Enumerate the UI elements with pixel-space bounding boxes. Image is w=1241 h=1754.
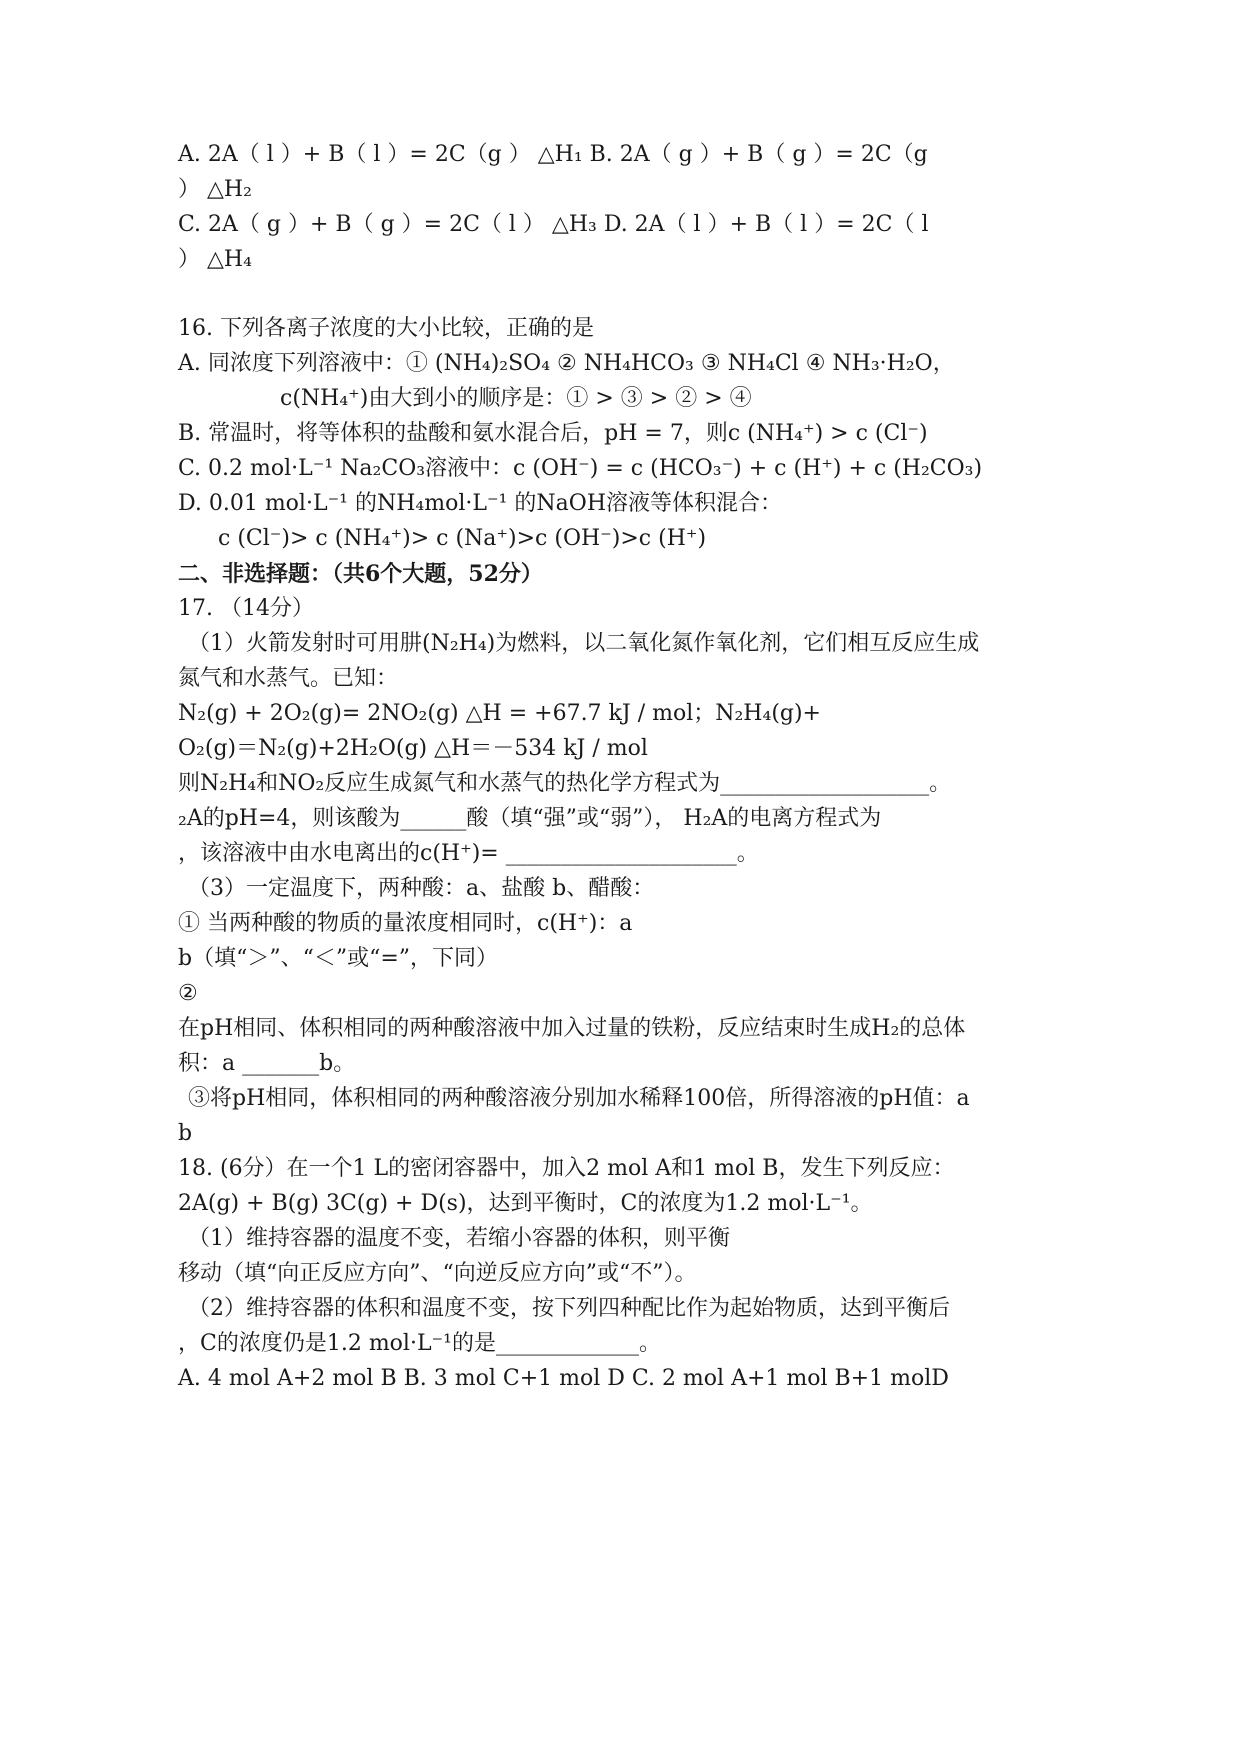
- question-16-option-a: A. 同浓度下列溶液中：① (NH₄)₂SO₄ ② NH₄HCO₃ ③ NH₄Cl ④ NH₃·H₂O，: [178, 351, 955, 376]
- equation-line-2: O₂(g)＝N₂(g)+2H₂O(g) △H＝－534 kJ / mol: [178, 736, 648, 761]
- question-17-part-3-item-1-cont: b（填“＞”、“＜”或“=”，下同）: [178, 946, 498, 971]
- question-17-part-2: ₂A的pH=4，则该酸为______酸（填“强”或“弱”）， H₂A的电离方程式为: [178, 806, 882, 831]
- question-16-option-d: D. 0.01 mol·L⁻¹ 的NH₄mol·L⁻¹ 的NaOH溶液等体积混合：: [178, 491, 783, 516]
- question-17-part-3-item-2: 在pH相同、体积相同的两种酸溶液中加入过量的铁粉，反应结束时生成H₂的总体: [178, 1016, 966, 1041]
- question-18-part-1-cont: 移动（填“向正反应方向”、“向逆反应方向”或“不”）。: [178, 1261, 697, 1286]
- question-17-part-3-item-2-marker: ②: [178, 981, 198, 1006]
- question-18-part-1: （1）维持容器的温度不变，若缩小容器的体积，则平衡: [188, 1226, 730, 1251]
- question-17-part-3-item-1: ① 当两种酸的物质的量浓度相同时，c(H⁺)：a: [178, 911, 633, 936]
- option-line-ab-cont: ） △H₂: [178, 177, 252, 202]
- question-17-part-3-item-3: ③将pH相同，体积相同的两种酸溶液分别加水稀释100倍，所得溶液的pH值：a: [188, 1086, 970, 1111]
- question-16-option-c: C. 0.2 mol·L⁻¹ Na₂CO₃溶液中：c (OH⁻) = c (HCO₃⁻) + c (H⁺) + c (H₂CO₃): [178, 456, 983, 481]
- question-16-option-a-cont: c(NH₄⁺)由大到小的顺序是：① > ③ > ② > ④: [280, 386, 752, 411]
- question-18-title: 18. (6分）在一个1 L的密闭容器中，加入2 mol A和1 mol B，发生下列反应：: [178, 1156, 955, 1181]
- question-17-part-3-item-3-cont: b: [178, 1121, 193, 1146]
- question-17-part-1: （1）火箭发射时可用肼(N₂H₄)为燃料，以二氧化氮作氧化剂，它们相互反应生成: [188, 631, 980, 656]
- question-16-title: 16. 下列各离子浓度的大小比较，正确的是: [178, 316, 594, 341]
- question-16-option-b: B. 常温时，将等体积的盐酸和氨水混合后，pH = 7，则c (NH₄⁺) > c (Cl⁻): [178, 421, 928, 446]
- question-18-part-2-cont: ，C的浓度仍是1.2 mol·L⁻¹的是_____________。: [178, 1331, 661, 1356]
- option-line-ab: A. 2A（ l ）+ B（ l ）= 2C（g ） △H₁ B. 2A（ g ）+ B（ g ）= 2C（g: [178, 142, 928, 167]
- question-18-options: A. 4 mol A+2 mol B B. 3 mol C+1 mol D C. 2 mol A+1 mol B+1 molD: [178, 1366, 949, 1391]
- question-16-option-d-cont: c (Cl⁻)> c (NH₄⁺)> c (Na⁺)>c (OH⁻)>c (H⁺): [218, 526, 707, 551]
- question-17-title: 17. （14分）: [178, 596, 314, 621]
- option-line-cd-cont: ） △H₄: [178, 247, 252, 272]
- question-18-part-2: （2）维持容器的体积和温度不变，按下列四种配比作为起始物质，达到平衡后: [188, 1296, 950, 1321]
- section-heading: 二、非选择题：（共6个大题，52分）: [178, 561, 543, 587]
- equation-line-1: N₂(g) + 2O₂(g)= 2NO₂(g) △H = +67.7 kJ / mol；N₂H₄(g)+: [178, 701, 821, 726]
- question-17-part-3-item-2-cont: 积：a _______b。: [178, 1051, 356, 1076]
- question-17-part-1-blank: 则N₂H₄和NO₂反应生成氮气和水蒸气的热化学方程式为___________________。: [178, 771, 952, 796]
- option-line-cd: C. 2A（ g ）+ B（ g ）= 2C（ l ） △H₃ D. 2A（ l ）+ B（ l ）= 2C（ l: [178, 212, 929, 237]
- question-18-reaction: 2A(g) + B(g) 3C(g) + D(s)，达到平衡时，C的浓度为1.2 mol·L⁻¹。: [178, 1191, 873, 1216]
- question-17-part-2-cont: ，该溶液中由水电离出的c(H⁺)= _____________________。: [178, 841, 759, 866]
- question-17-part-3: （3）一定温度下，两种酸：a、盐酸 b、醋酸：: [188, 876, 655, 901]
- question-17-part-1-cont: 氮气和水蒸气。已知：: [178, 666, 399, 691]
